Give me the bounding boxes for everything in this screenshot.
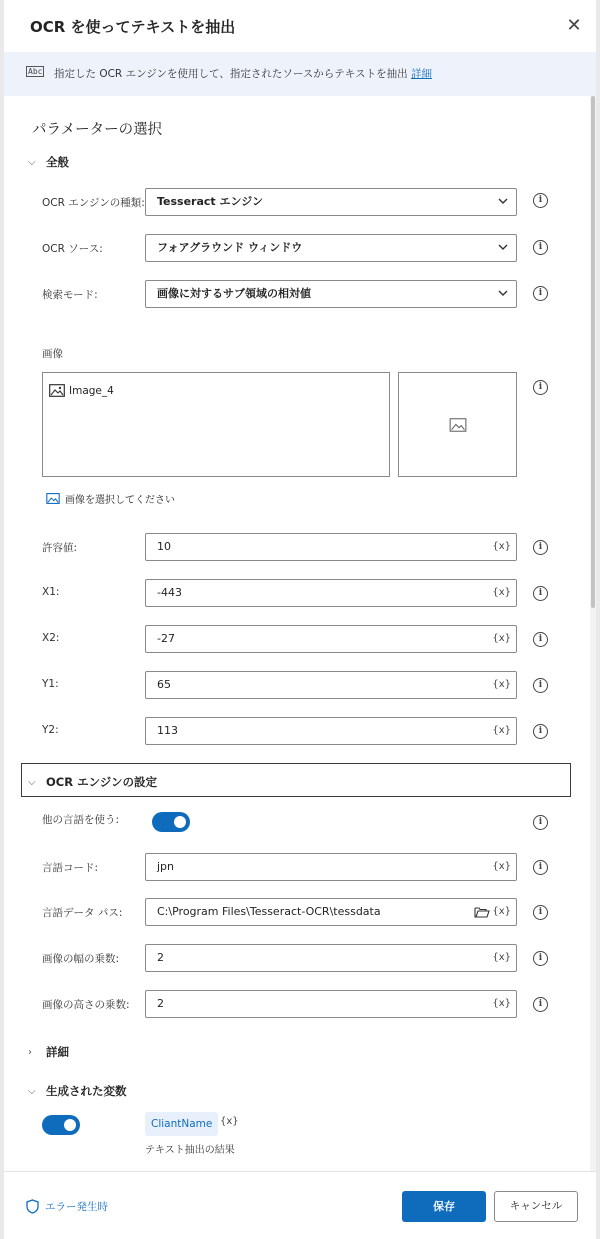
select-image-label: 画像を選択してください (65, 495, 175, 506)
x1-input[interactable] (145, 579, 517, 607)
y1-value: 65 (157, 678, 171, 691)
on-error-label: エラー発生時 (45, 1201, 108, 1213)
info-icon[interactable]: i (533, 724, 548, 739)
chevron-down-icon (498, 242, 508, 252)
image-icon (49, 384, 65, 397)
section-general[interactable] (28, 154, 69, 170)
chevron-down-icon (498, 288, 508, 298)
params-heading: パラメーターの選択 (32, 122, 163, 138)
variable-icon[interactable]: {x} (492, 998, 511, 1009)
scrollbar[interactable] (590, 96, 596, 1171)
section-generated-vars[interactable] (28, 1083, 127, 1099)
search-mode-label: 検索モード: (42, 289, 98, 301)
close-icon[interactable]: ✕ (566, 15, 582, 36)
image-icon (46, 493, 60, 504)
tolerance-value: 10 (157, 540, 171, 553)
toggle-knob (64, 1119, 76, 1131)
x2-label: X2: (42, 632, 60, 644)
info-description: 指定した OCR エンジンを使用して、指定されたソースからテキストを抽出 (54, 68, 408, 80)
other-lang-toggle[interactable] (152, 812, 190, 832)
generated-var-toggle[interactable] (42, 1115, 80, 1135)
variable-icon[interactable]: {x} (492, 861, 511, 872)
y2-label: Y2: (42, 724, 59, 736)
width-mult-value: 2 (157, 951, 164, 964)
save-button[interactable]: 保存 (402, 1191, 486, 1222)
cancel-button[interactable]: キャンセル (494, 1191, 578, 1222)
info-icon[interactable]: i (533, 286, 548, 301)
chevron-down-icon: ⌵ (28, 1085, 36, 1097)
y2-input[interactable] (145, 717, 517, 745)
ocr-source-value: フォアグラウンド ウィンドウ (157, 241, 303, 254)
tolerance-label: 許容値: (42, 542, 78, 554)
engine-type-value: Tesseract エンジン (157, 195, 263, 208)
info-icon[interactable]: i (533, 997, 548, 1012)
variable-icon[interactable]: {x} (492, 952, 511, 963)
section-engine-settings-label: OCR エンジンの設定 (46, 775, 157, 789)
variable-description: テキスト抽出の結果 (145, 1145, 235, 1156)
engine-type-label: OCR エンジンの種類: (42, 197, 145, 209)
variable-icon[interactable]: {x} (220, 1116, 239, 1127)
image-list-item[interactable] (49, 384, 114, 397)
section-details-label: 詳細 (46, 1045, 69, 1059)
select-image-link[interactable] (46, 491, 175, 506)
y1-input[interactable] (145, 671, 517, 699)
search-mode-select[interactable] (145, 280, 517, 308)
variable-icon[interactable]: {x} (492, 725, 511, 736)
chevron-right-icon: › (28, 1046, 32, 1058)
info-bar (4, 52, 596, 96)
info-icon[interactable]: i (533, 632, 548, 647)
lang-path-value: C:\Program Files\Tesseract-OCR\tessdata (157, 905, 381, 918)
section-generated-vars-label: 生成された変数 (46, 1084, 127, 1098)
info-icon[interactable]: i (533, 905, 548, 920)
dialog-footer (4, 1171, 596, 1239)
search-mode-value: 画像に対するサブ領域の相対値 (157, 287, 311, 300)
image-list[interactable] (42, 372, 390, 477)
lang-code-input[interactable] (145, 853, 517, 881)
tolerance-input[interactable] (145, 533, 517, 561)
chevron-down-icon: ⌵ (28, 776, 36, 788)
image-item-name: Image_4 (69, 384, 114, 397)
on-error-link[interactable] (26, 1199, 108, 1214)
engine-type-select[interactable] (145, 188, 517, 216)
text-recognition-icon: Abc (28, 67, 43, 76)
x2-input[interactable] (145, 625, 517, 653)
image-placeholder-icon (449, 418, 467, 432)
ocr-source-label: OCR ソース: (42, 243, 103, 255)
height-mult-value: 2 (157, 997, 164, 1010)
dialog-header (4, 0, 596, 52)
variable-icon[interactable]: {x} (492, 906, 511, 917)
y2-value: 113 (157, 724, 178, 737)
info-icon[interactable]: i (533, 678, 548, 693)
info-icon[interactable]: i (533, 380, 548, 395)
info-text (54, 66, 432, 81)
info-icon[interactable]: i (533, 860, 548, 875)
info-icon[interactable]: i (533, 815, 548, 830)
image-preview (398, 372, 517, 477)
height-mult-input[interactable] (145, 990, 517, 1018)
variable-icon[interactable]: {x} (492, 541, 511, 552)
y1-label: Y1: (42, 678, 59, 690)
info-icon[interactable]: i (533, 951, 548, 966)
x1-value: -443 (157, 586, 182, 599)
section-engine-settings[interactable] (28, 774, 157, 790)
shield-icon (26, 1199, 39, 1214)
scrollbar-thumb[interactable] (591, 96, 595, 608)
info-icon[interactable]: i (533, 193, 548, 208)
height-mult-label: 画像の高さの乗数: (42, 999, 130, 1011)
variable-icon[interactable]: {x} (492, 633, 511, 644)
variable-icon[interactable]: {x} (492, 587, 511, 598)
other-lang-label: 他の言語を使う: (42, 814, 120, 826)
info-icon[interactable]: i (533, 240, 548, 255)
image-label: 画像 (42, 348, 63, 360)
lang-path-input[interactable] (145, 898, 517, 926)
ocr-source-select[interactable] (145, 234, 517, 262)
info-icon[interactable]: i (533, 540, 548, 555)
variable-icon[interactable]: {x} (492, 679, 511, 690)
section-general-label: 全般 (46, 155, 69, 169)
ocr-dialog (4, 0, 596, 1239)
section-details[interactable] (28, 1044, 69, 1060)
folder-icon[interactable] (474, 905, 490, 919)
lang-path-label: 言語データ パス: (42, 907, 123, 919)
x2-value: -27 (157, 632, 175, 645)
dialog-title: OCR を使ってテキストを抽出 (30, 18, 236, 36)
toggle-knob (174, 816, 186, 828)
lang-code-value: jpn (157, 860, 175, 873)
learn-more-link[interactable]: 詳細 (410, 68, 432, 80)
lang-code-label: 言語コード: (42, 862, 99, 874)
info-icon[interactable]: i (533, 586, 548, 601)
variable-name-chip[interactable]: CliantName (145, 1112, 218, 1136)
width-mult-input[interactable] (145, 944, 517, 972)
x1-label: X1: (42, 586, 60, 598)
width-mult-label: 画像の幅の乗数: (42, 953, 120, 965)
chevron-down-icon: ⌵ (28, 156, 36, 168)
chevron-down-icon (498, 196, 508, 206)
